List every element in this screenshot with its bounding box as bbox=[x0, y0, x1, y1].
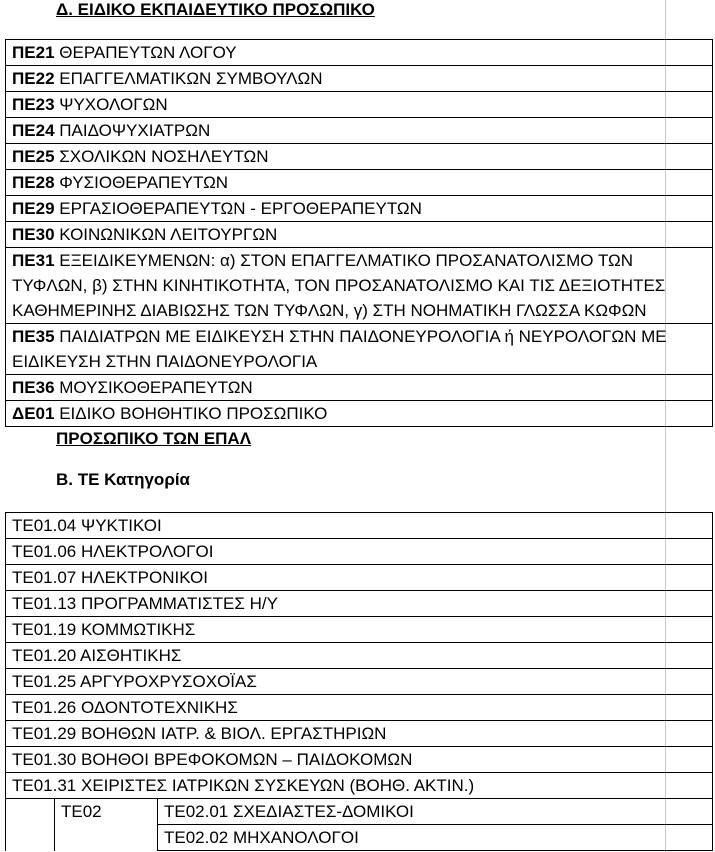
table-row bbox=[6, 222, 713, 248]
specialty-cell bbox=[6, 170, 713, 196]
specialty-name: ΠΑΙΔΙΑΤΡΩΝ ΜΕ ΕΙΔΙΚΕΥΣΗ ΣΤΗΝ ΠΑΙΔΟΝΕΥΡΟΛΟΓΙΑ ή ΝΕΥΡΟΛΟΓΩΝ ΜΕ ΕΙΔΙΚΕΥΣΗ ΣΤΗΝ ΠΑΙΔΟΝΕΥΡΟΛΟΓΙΑ bbox=[12, 327, 667, 371]
specialty-code: ΠΕ21 bbox=[12, 43, 55, 62]
specialty-name: ΘΕΡΑΠΕΥΤΩΝ ΛΟΓΟΥ bbox=[59, 43, 237, 62]
specialty-cell bbox=[6, 66, 713, 92]
table-row bbox=[6, 144, 713, 170]
specialty-name: ΕΡΓΑΣΙΟΘΕΡΑΠΕΥΤΩΝ - ΕΡΓΟΘΕΡΑΠΕΥΤΩΝ bbox=[59, 199, 422, 218]
table-row bbox=[6, 721, 713, 747]
te-specialty-cell: ΤΕ01.26 ΟΔΟΝΤΟΤΕΧΝΙΚΗΣ bbox=[6, 695, 713, 721]
table-row bbox=[6, 799, 713, 825]
te-specialty-cell: ΤΕ01.20 ΑΙΣΘΗΤΙΚΗΣ bbox=[6, 643, 713, 669]
te-specialty-cell: ΤΕ01.06 ΗΛΕΚΤΡΟΛΟΓΟΙ bbox=[6, 539, 713, 565]
specialty-code: ΠΕ30 bbox=[12, 225, 55, 244]
table-row bbox=[6, 617, 713, 643]
specialty-name: ΕΠΑΓΓΕΛΜΑΤΙΚΩΝ ΣΥΜΒΟΥΛΩΝ bbox=[59, 69, 323, 88]
specialty-name: ΦΥΣΙΟΘΕΡΑΠΕΥΤΩΝ bbox=[59, 173, 229, 192]
specialty-name: ΕΞΕΙΔΙΚΕΥΜΕΝΩΝ: α) ΣΤΟΝ ΕΠΑΓΓΕΛΜΑΤΙΚΟ ΠΡΟΣΑΝΑΤΟΛΙΣΜΟ ΤΩΝ ΤΥΦΛΩΝ, β) ΣΤΗΝ ΚΙΝΗΤΙΚΟΤΗΤΑ, ΤΟΝ ΠΡΟΣΑΝΑΤΟΛΙΣΜΟ ΚΑΙ ΤΙΣ ΔΕΞΙΟΤΗΤΕΣ ΚΑΘΗΜΕΡΙΝΗΣ ΔΙΑΒΙΩΣΗΣ ΤΩΝ ΤΥΦΛΩΝ, γ) ΣΤΗ ΝΟΗΜΑΤΙΚΗ ΓΛΩΣΣΑ ΚΩΦΩΝ bbox=[12, 251, 666, 320]
specialty-cell bbox=[6, 324, 713, 375]
specialty-code: ΠΕ29 bbox=[12, 199, 55, 218]
specialty-code: ΠΕ25 bbox=[12, 147, 55, 166]
specialty-name: ΠΑΙΔΟΨΥΧΙΑΤΡΩΝ bbox=[59, 121, 211, 140]
specialty-code: ΠΕ28 bbox=[12, 173, 55, 192]
table-row bbox=[6, 565, 713, 591]
te-specialty-cell: ΤΕ01.31 ΧΕΙΡΙΣΤΕΣ ΙΑΤΡΙΚΩΝ ΣΥΣΚΕΥΩΝ (ΒΟΗΘ. ΑΚΤΙΝ.) bbox=[6, 773, 713, 799]
table-row bbox=[6, 591, 713, 617]
te-specialty-cell: ΤΕ01.25 ΑΡΓΥΡΟΧΡΥΣΟΧΟΪΑΣ bbox=[6, 669, 713, 695]
specialty-name: ΜΟΥΣΙΚΟΘΕΡΑΠΕΥΤΩΝ bbox=[59, 378, 253, 397]
te02-item-cell: ΤΕ02.02 ΜΗΧΑΝΟΛΟΓΟΙ bbox=[158, 825, 713, 851]
specialty-code: ΠΕ35 bbox=[12, 327, 55, 346]
table-row bbox=[6, 324, 713, 375]
specialty-name: ΨΥΧΟΛΟΓΩΝ bbox=[59, 95, 168, 114]
specialty-code: ΠΕ22 bbox=[12, 69, 55, 88]
table-row bbox=[6, 248, 713, 324]
specialty-cell bbox=[6, 92, 713, 118]
table-row bbox=[6, 375, 713, 401]
table-row bbox=[6, 170, 713, 196]
te-specialty-cell: ΤΕ01.19 ΚΟΜΜΩΤΙΚΗΣ bbox=[6, 617, 713, 643]
te-specialty-cell: ΤΕ01.13 ΠΡΟΓΡΑΜΜΑΤΙΣΤΕΣ Η/Υ bbox=[6, 591, 713, 617]
te-specialty-cell: ΤΕ01.30 ΒΟΗΘΟΙ ΒΡΕΦΟΚΟΜΩΝ – ΠΑΙΔΟΚΟΜΩΝ bbox=[6, 747, 713, 773]
specialty-name: ΚΟΙΝΩΝΙΚΩΝ ΛΕΙΤΟΥΡΓΩΝ bbox=[59, 225, 278, 244]
epal-staff-title: ΠΡΟΣΩΠΙΚΟ ΤΩΝ ΕΠΑΛ bbox=[56, 429, 252, 448]
empty-cell bbox=[6, 799, 55, 851]
table-row bbox=[6, 669, 713, 695]
specialty-cell bbox=[6, 118, 713, 144]
specialty-cell bbox=[6, 144, 713, 170]
section-d-title: Δ. ΕΙΔΙΚΟ ΕΚΠΑΙΔΕΥΤΙΚΟ ΠΡΟΣΩΠΙΚΟ bbox=[56, 0, 375, 19]
te-specialty-cell: ΤΕ01.07 ΗΛΕΚΤΡΟΝΙΚΟΙ bbox=[6, 565, 713, 591]
table-row bbox=[6, 643, 713, 669]
table-row bbox=[6, 401, 713, 427]
specialty-cell bbox=[6, 40, 713, 66]
specialty-cell bbox=[6, 248, 713, 324]
specialty-name: ΕΙΔΙΚΟ ΒΟΗΘΗΤΙΚΟ ΠΡΟΣΩΠΙΚΟ bbox=[59, 404, 328, 423]
specialty-name: ΣΧΟΛΙΚΩΝ ΝΟΣΗΛΕΥΤΩΝ bbox=[59, 147, 269, 166]
specialty-code: ΠΕ24 bbox=[12, 121, 55, 140]
te-category-title: Β. ΤΕ Κατηγορία bbox=[56, 470, 191, 489]
te-specialty-cell: ΤΕ01.29 ΒΟΗΘΩΝ ΙΑΤΡ. & ΒΙΟΛ. ΕΡΓΑΣΤΗΡΙΩΝ bbox=[6, 721, 713, 747]
specialty-cell bbox=[6, 401, 713, 427]
specialty-cell bbox=[6, 375, 713, 401]
specialty-code: ΔΕ01 bbox=[12, 404, 55, 423]
table-row bbox=[6, 118, 713, 144]
table-row bbox=[6, 747, 713, 773]
table-row bbox=[6, 92, 713, 118]
table-row bbox=[6, 695, 713, 721]
te-category-table bbox=[5, 512, 713, 851]
te02-code-cell: ΤΕ02 bbox=[55, 799, 158, 851]
table-row bbox=[6, 40, 713, 66]
table-row bbox=[6, 773, 713, 799]
table-row bbox=[6, 539, 713, 565]
specialty-cell bbox=[6, 222, 713, 248]
special-staff-table bbox=[5, 39, 713, 427]
table-row bbox=[6, 66, 713, 92]
specialty-code: ΠΕ31 bbox=[12, 251, 55, 270]
table-row bbox=[6, 513, 713, 539]
specialty-cell bbox=[6, 196, 713, 222]
table-row bbox=[6, 196, 713, 222]
te-specialty-cell: ΤΕ01.04 ΨΥΚΤΙΚΟΙ bbox=[6, 513, 713, 539]
te02-item-cell: ΤΕ02.01 ΣΧΕΔΙΑΣΤΕΣ-ΔΟΜΙΚΟΙ bbox=[158, 799, 713, 825]
specialty-code: ΠΕ23 bbox=[12, 95, 55, 114]
specialty-code: ΠΕ36 bbox=[12, 378, 55, 397]
